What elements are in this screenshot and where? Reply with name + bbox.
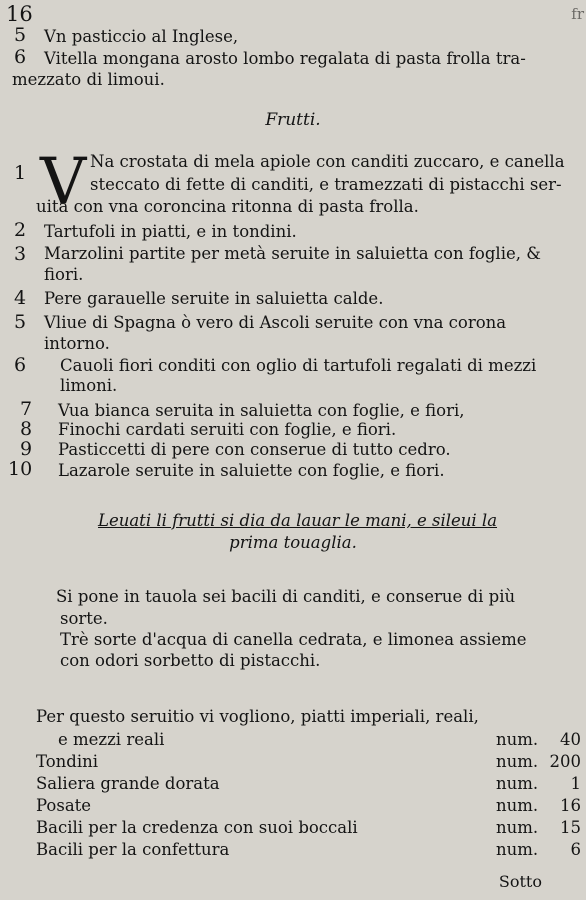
paragraph-line: Si pone in tauola sei bacili di canditi, e conserue di più (56, 587, 516, 606)
summary-label: Saliera grande dorata (36, 774, 220, 793)
summary-value: 16 (560, 796, 581, 815)
item-text: Vn pasticcio al Inglese, (44, 27, 239, 46)
summary-value: 200 (549, 752, 581, 771)
item-number: 9 (20, 438, 33, 460)
summary-label: Bacili per la confettura (36, 840, 230, 859)
section-title: Frutti. (265, 110, 321, 130)
item-number: 6 (14, 354, 27, 376)
item-number: 1 (14, 162, 27, 184)
catchword: Sotto (498, 872, 542, 891)
summary-abbr: num. (496, 774, 539, 793)
item-text: Vliue di Spagna ò vero di Ascoli seruite con vna corona (44, 313, 507, 332)
summary-label: Tondini (36, 752, 99, 771)
summary-abbr: num. (496, 818, 539, 837)
item-text: limoni. (60, 376, 118, 395)
summary-abbr: num. (496, 752, 539, 771)
drop-cap: V (40, 145, 87, 219)
item-text: fiori. (44, 265, 84, 284)
item-text: Pasticcetti di pere con conserue di tutto cedro. (58, 440, 451, 459)
item-number: 4 (14, 287, 27, 309)
summary-label: e mezzi reali (58, 730, 165, 749)
item-text: Vitella mongana arosto lombo regalata di pasta frolla tra- (44, 49, 526, 68)
summary-label: Posate (36, 796, 92, 815)
paragraph-line: Trè sorte d'acqua di canella cedrata, e limonea assieme (60, 630, 527, 649)
item-number: 5 (14, 311, 27, 333)
page-number: 16 (6, 2, 33, 26)
item-text: Vua bianca seruita in saluietta con foglie, e fiori, (58, 401, 465, 420)
summary-abbr: num. (496, 730, 539, 749)
bleed-through-mark: fr (571, 5, 584, 23)
item-number: 6 (14, 46, 27, 68)
paragraph-line: sorte. (60, 609, 108, 628)
item-text: Tartufoli in piatti, e in tondini. (44, 222, 297, 241)
item-number: 3 (14, 243, 27, 265)
summary-abbr: num. (496, 796, 539, 815)
item-text: Finochi cardati seruiti con foglie, e fiori. (58, 420, 397, 439)
rubric-line: prima touaglia. (229, 533, 357, 552)
summary-value: 1 (570, 774, 581, 793)
paragraph-line: con odori sorbetto di pistacchi. (60, 651, 321, 670)
item-text: Na crostata di mela apiole con canditi zuccaro, e canella (90, 152, 565, 171)
summary-value: 40 (560, 730, 581, 749)
item-number: 8 (20, 418, 33, 440)
summary-intro: Per questo seruitio vi vogliono, piatti imperiali, reali, (36, 707, 479, 726)
item-text: intorno. (44, 334, 110, 353)
item-number: 10 (8, 458, 33, 480)
item-number: 7 (20, 398, 33, 420)
item-number: 2 (14, 219, 27, 241)
item-text: Marzolini partite per metà seruite in saluietta con foglie, & (44, 244, 541, 263)
summary-abbr: num. (496, 840, 539, 859)
summary-value: 15 (560, 818, 581, 837)
summary-value: 6 (570, 840, 581, 859)
item-text: Pere garauelle seruite in saluietta calde. (44, 289, 384, 308)
item-text: steccato di fette di canditi, e tramezzati di pistacchi ser- (90, 175, 562, 194)
item-text: Lazarole seruite in saluiette con foglie, e fiori. (58, 461, 445, 480)
rubric-line: Leuati li frutti si dia da lauar le mani, e sileui la (98, 511, 498, 530)
item-number: 5 (14, 24, 27, 46)
summary-label: Bacili per la credenza con suoi boccali (36, 818, 358, 837)
item-text: mezzato di limoui. (12, 70, 165, 89)
item-text: Cauoli fiori conditi con oglio di tartufoli regalati di mezzi (60, 356, 537, 375)
item-text: uita con vna coroncina ritonna di pasta frolla. (36, 197, 419, 216)
